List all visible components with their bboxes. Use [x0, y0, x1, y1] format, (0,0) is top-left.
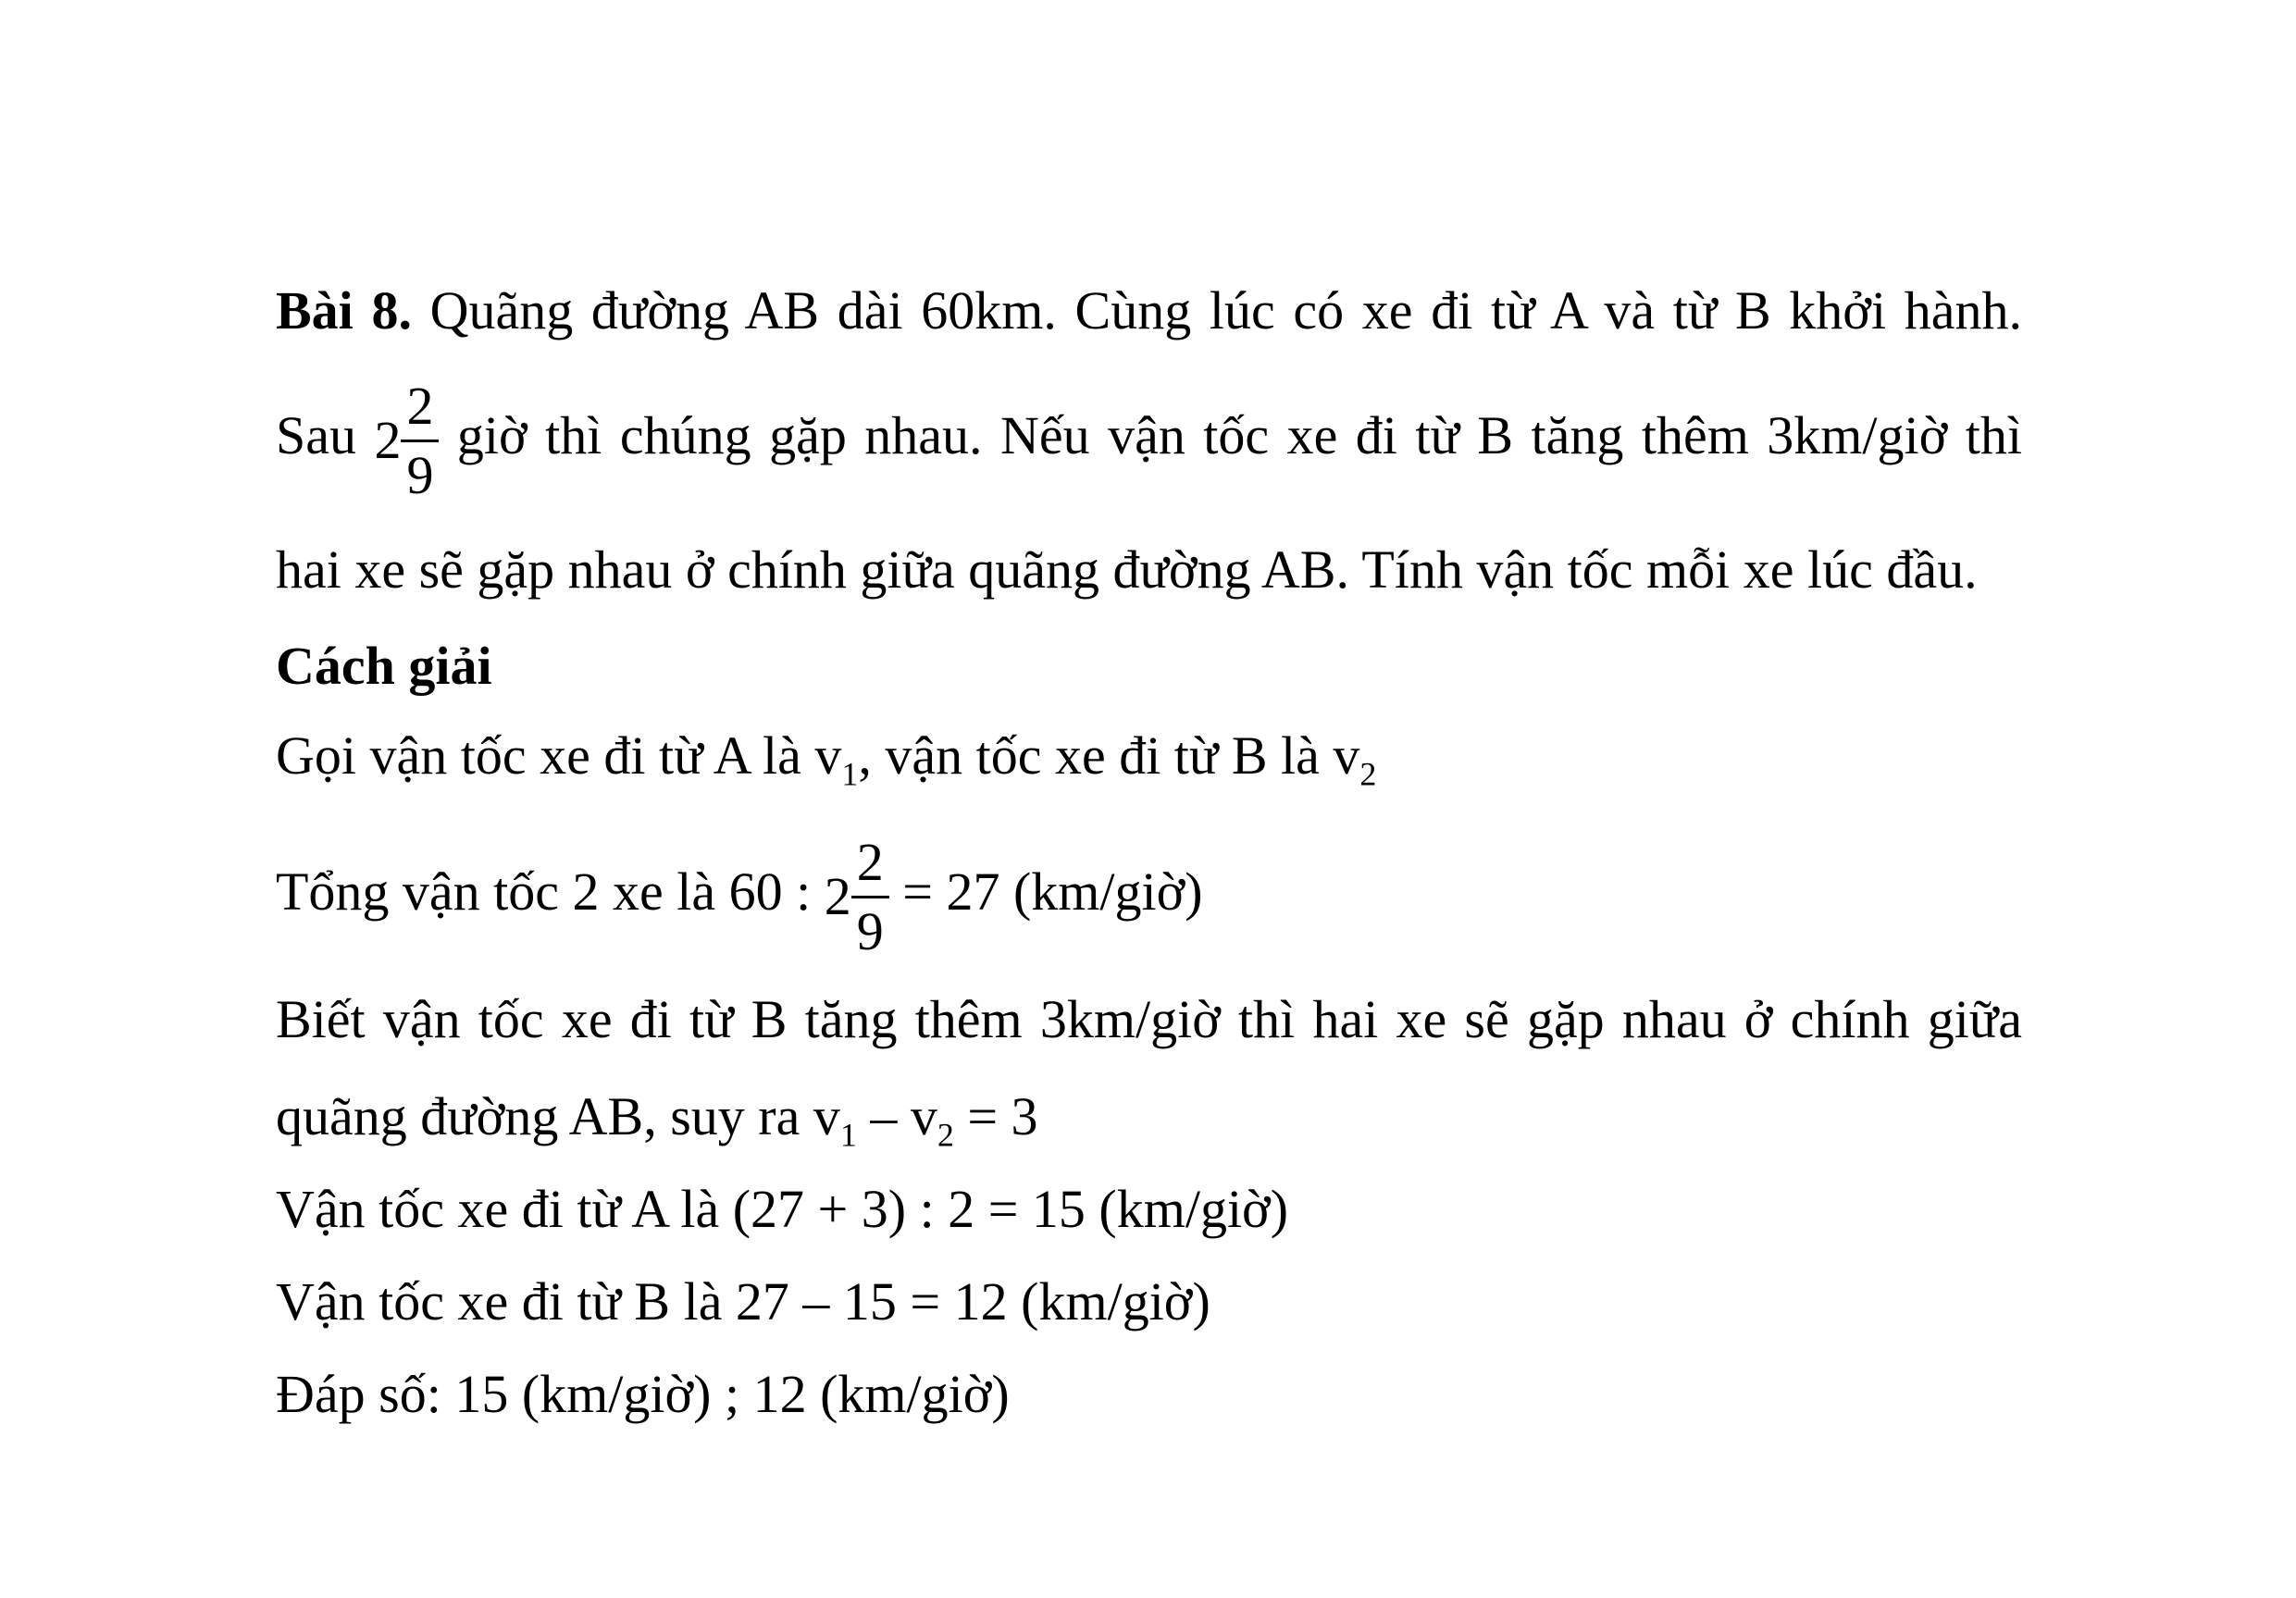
- problem-line-2-suffix: giờ thì chúng gặp nhau. Nếu vận tốc xe đi từ B tăng thêm 3km/giờ thì: [439, 404, 2023, 465]
- mixed-number-whole: 2: [824, 866, 851, 927]
- goi-part2: , vận tốc xe đi từ B là v: [858, 725, 1360, 786]
- solution-line-van-b: Vận tốc xe đi từ B là 27 – 15 = 12 (km/giờ): [276, 1271, 1210, 1332]
- solution-line-biet: Biết vận tốc xe đi từ B tăng thêm 3km/giờ thì hai xe sẽ gặp nhau ở chính giữa: [276, 989, 2022, 1049]
- solution-line-quang: [276, 1084, 2022, 1154]
- problem-line-2: [276, 376, 2023, 505]
- subscript-v2: 2: [937, 1116, 954, 1154]
- tong-suffix: = 27 (km/giờ): [888, 861, 1203, 922]
- goi-part1: Gọi vận tốc xe đi từ A là v: [276, 725, 842, 786]
- problem-line-1: [276, 278, 2022, 345]
- fraction-2-9: [851, 832, 889, 961]
- problem-line-2-prefix: Sau: [276, 404, 375, 465]
- problem-line-3: hai xe sẽ gặp nhau ở chính giữa quãng đường AB. Tính vận tốc mỗi xe lúc đầu.: [276, 539, 1978, 600]
- fraction-2-9: [401, 376, 439, 505]
- fraction-numerator: 2: [406, 376, 434, 436]
- tong-prefix: Tổng vận tốc 2 xe là 60 :: [276, 861, 825, 922]
- quang-part3: = 3: [953, 1086, 1038, 1146]
- solution-line-tong: [276, 832, 2022, 961]
- problem-line-1-text: Quãng đường AB dài 60km. Cùng lúc có xe đi từ A và từ B khởi hành.: [411, 280, 2022, 341]
- subscript-v1: 1: [841, 755, 859, 793]
- subscript-v2: 2: [1359, 755, 1377, 793]
- fraction-denominator: 9: [401, 440, 439, 502]
- solution-line-dap-so: Đáp số: 15 (km/giờ) ; 12 (km/giờ): [276, 1364, 1010, 1424]
- solution-line-van-a: Vận tốc xe đi từ A là (27 + 3) : 2 = 15 (km/giờ): [276, 1179, 1289, 1239]
- solution-heading: Cách giải: [276, 636, 492, 696]
- fraction-denominator: 9: [851, 896, 889, 959]
- mixed-number-2-2-9: [824, 832, 889, 961]
- quang-part2: – v: [856, 1086, 937, 1146]
- mixed-number-whole: 2: [374, 410, 402, 471]
- fraction-numerator: 2: [856, 832, 884, 892]
- problem-label: Bài 8.: [276, 280, 412, 341]
- mixed-number-2-2-9: [374, 376, 439, 505]
- subscript-v1: 1: [839, 1116, 857, 1154]
- quang-part1: quãng đường AB, suy ra v: [276, 1086, 840, 1146]
- solution-line-goi: [276, 723, 2022, 793]
